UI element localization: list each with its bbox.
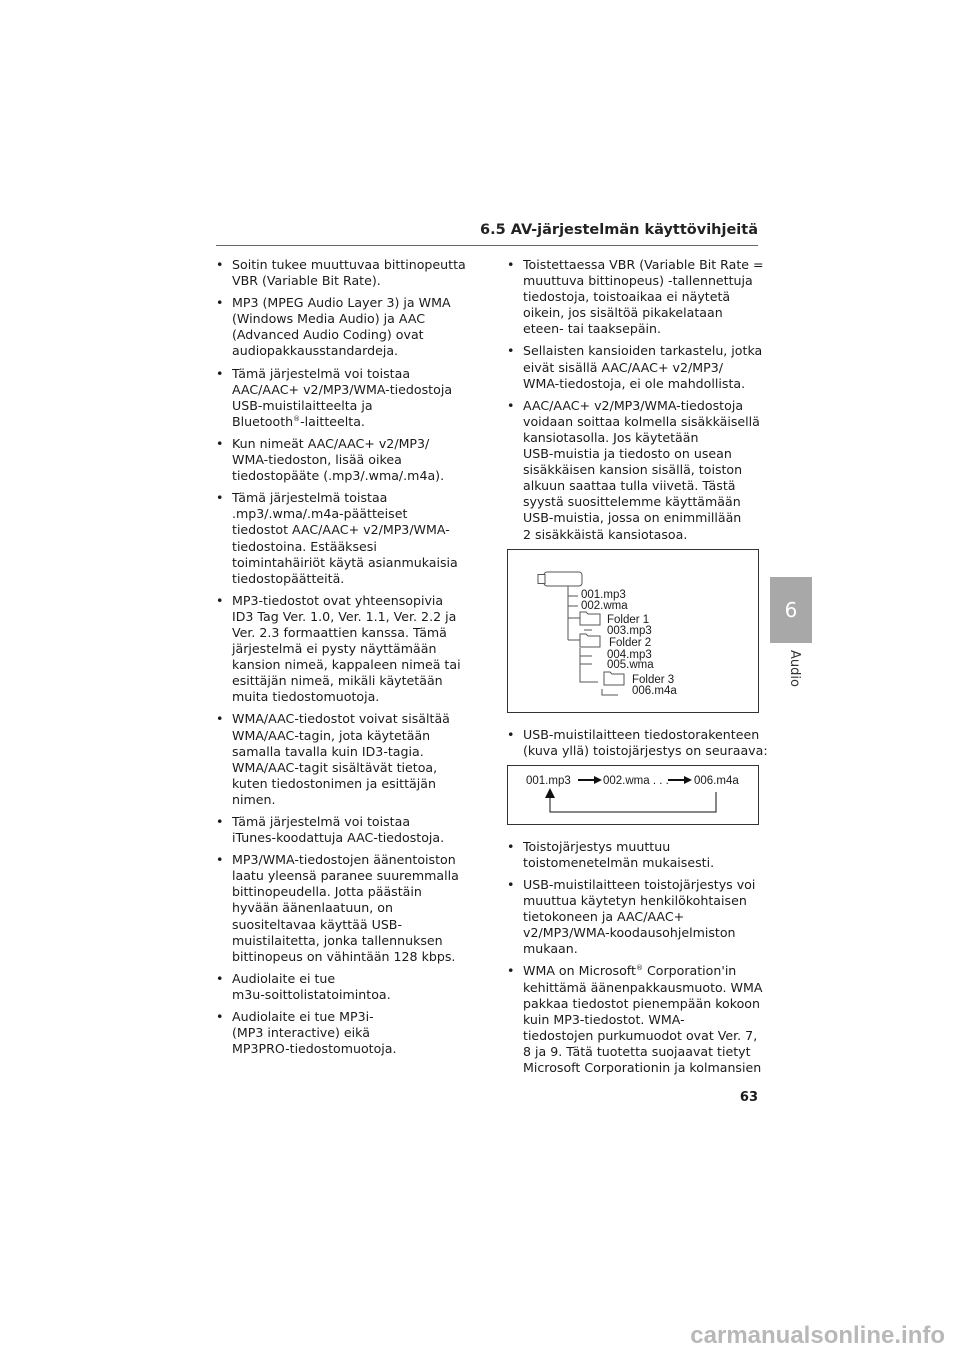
text-line: pakkaa tiedostot pienempään kokoon (523, 995, 760, 1011)
bullet-item (507, 839, 759, 871)
text-line: iTunes-koodattuja AAC-tiedostoja. (232, 830, 445, 846)
bullet-dot: • (507, 963, 515, 979)
usb-drive-icon (544, 572, 582, 586)
arrow-right-icon (594, 776, 602, 784)
text-line: WMA on Microsoft® Corporation'in (523, 963, 737, 979)
text-line: tiedostopäätteitä. (232, 570, 345, 586)
text-line: Bluetooth®-laitteelta. (232, 413, 365, 429)
text-line: muita tiedostomuotoja. (232, 689, 380, 705)
play-order-first: 001.mp3 (526, 774, 571, 787)
text-line: AAC/AAC+ v2/MP3/WMA-tiedostoja (523, 397, 744, 413)
text-line: ID3 Tag Ver. 1.0, Ver. 1.1, Ver. 2.2 ja (232, 608, 457, 624)
bullet-dot: • (507, 397, 515, 413)
text-line: USB-muistilaitteen toistojärjestys voi (523, 876, 756, 892)
bullet-dot: • (216, 365, 224, 381)
bullet-dot: • (507, 343, 515, 359)
text-line: alkuun saattaa tulla viivetä. Tästä (523, 478, 736, 494)
text-line: Audiolaite ei tue MP3i- (232, 1009, 374, 1025)
text-line: WMA-tiedoston, lisää oikea (232, 452, 402, 468)
folder-tree-figure (507, 549, 759, 713)
folder-2-icon (580, 634, 600, 647)
bullet-item (507, 963, 763, 1076)
text-line: eivät sisällä AAC/AAC+ v2/MP3/ (523, 359, 723, 375)
bullet-item (507, 343, 763, 391)
bullet-item (216, 711, 466, 808)
text-line: Ver. 2.3 formaattien kanssa. Tämä (232, 624, 447, 640)
right-top-list (507, 257, 764, 543)
bullet-item (216, 593, 466, 706)
tree-label-001: 001.mp3 (581, 588, 626, 601)
bullet-dot: • (216, 970, 224, 986)
text-line: Tämä järjestelmä voi toistaa (232, 814, 411, 829)
bullet-dot: • (216, 814, 224, 829)
text-line: Audiolaite ei tue (232, 970, 336, 986)
tree-label-006: 006.m4a (632, 684, 677, 697)
text-line: bittinopeus on vähintään 128 kbps. (232, 948, 456, 964)
text-line: USB-muistilaitteen tiedostorakenteen (523, 726, 760, 742)
text-line: AAC/AAC+ v2/MP3/WMA-tiedostoja (232, 381, 453, 397)
text-line: tietokoneen ja AAC/AAC+ (523, 909, 685, 925)
play-order-figure (507, 765, 759, 825)
text-line: hyvään äänenlaatuun, on (232, 900, 393, 916)
bullet-item (507, 398, 759, 543)
usb-connector-icon (538, 574, 545, 583)
bullet-dot: • (507, 876, 515, 892)
chapter-tab: 6 (770, 577, 812, 643)
text-line: syystä suosittelemme käyttämään (523, 494, 741, 510)
bullet-item (507, 726, 768, 759)
bullet-dot: • (216, 1009, 224, 1025)
text-line: muuttua käytetyn henkilökohtaisen (523, 893, 747, 909)
text-line: WMA/AAC-tagit sisältävät tietoa, (232, 759, 438, 775)
text-line: (Advanced Audio Coding) ovat (232, 327, 424, 343)
section-header: 6.5 AV-järjestelmän käyttövihjeitä (480, 222, 758, 238)
text-line: Toistojärjestys muuttuu (523, 838, 671, 854)
tree-label-002: 002.wma (581, 599, 628, 612)
bullet-dot: • (507, 838, 515, 854)
text-line: muistilaitetta, jonka tallennuksen (232, 932, 443, 948)
text-line: toistomenetelmän mukaisesti. (523, 854, 715, 870)
bullet-item (216, 852, 466, 965)
text-line: kuten tiedostonimen ja esittäjän (232, 775, 436, 791)
bullet-item (507, 877, 759, 957)
text-line: Soitin tukee muuttuvaa bittinopeutta (232, 257, 466, 272)
bullet-dot: • (507, 257, 515, 272)
text-line: tiedostoina. Estääksesi (232, 538, 377, 554)
header-divider (216, 245, 758, 246)
folder-3-icon (604, 672, 624, 685)
right-column (507, 257, 768, 1082)
text-line: tiedostopääte (.mp3/.wma/.m4a). (232, 468, 445, 484)
text-line: WMA/AAC-tiedostot voivat sisältää (232, 711, 450, 727)
right-mid-list (507, 726, 768, 759)
text-line: suositeltavaa käyttää USB- (232, 916, 402, 932)
text-line: Sellaisten kansioiden tarkastelu, jotka (523, 343, 763, 359)
text-line: Microsoft Corporationin ja kolmansien (523, 1060, 762, 1075)
text-line: tiedostojen purkumuodot ovat Ver. 7, (523, 1027, 758, 1043)
right-bottom-list (507, 838, 763, 1076)
bullet-item (216, 490, 466, 587)
text-line: 8 ja 9. Tätä tuotetta suojaavat tietyt (523, 1043, 751, 1059)
text-line: muuttuva bittinopeus) -tallennettuja (523, 273, 753, 289)
text-line: Kun nimeät AAC/AAC+ v2/MP3/ (232, 435, 430, 451)
text-line: WMA-tiedostoja, ei ole mahdollista. (523, 375, 746, 391)
text-line: kehittämä äänenpakkausmuoto. WMA (523, 979, 763, 995)
text-line: kansiotasolla. Jos käytetään (523, 429, 699, 445)
text-line: bittinopeudella. Jotta päästäin (232, 884, 422, 900)
tree-label-003: 003.mp3 (607, 624, 652, 637)
text-line: USB-muistia, jossa on enimmillään (523, 510, 742, 526)
bullet-dot: • (216, 852, 224, 868)
text-line: .mp3/.wma/.m4a-päätteiset (232, 506, 408, 522)
arrow-up-icon (545, 788, 555, 798)
text-line: USB-muistia ja tiedosto on usean (523, 446, 732, 462)
bullet-dot: • (216, 435, 224, 451)
text-line: m3u-soittolistatoimintoa. (232, 986, 391, 1002)
tree-label-folder2: Folder 2 (609, 636, 652, 649)
watermark: carmanualsonline.info (690, 1322, 945, 1349)
text-line: USB-muistilaitteelta ja (232, 397, 373, 413)
bullet-dot: • (216, 257, 224, 272)
bullet-item (216, 366, 466, 430)
bullet-item (216, 436, 466, 484)
text-line: (MP3 interactive) eikä (232, 1025, 370, 1041)
text-line: Tämä järjestelmä toistaa (232, 490, 388, 506)
bullet-dot: • (216, 592, 224, 608)
text-line: nimen. (232, 791, 276, 807)
text-line: WMA/AAC-tagin, jota käytetään (232, 727, 431, 743)
text-line: Toistettaessa VBR (Variable Bit Rate = (523, 257, 764, 272)
text-line: mukaan. (523, 941, 578, 957)
text-line: (kuva yllä) toistojärjestys on seuraava: (523, 742, 768, 758)
bullet-item (216, 814, 466, 846)
chapter-label: Audio (787, 650, 802, 687)
text-line: MP3-tiedostot ovat yhteensopivia (232, 592, 444, 608)
play-order-last: 006.m4a (694, 774, 739, 787)
text-line: oikein, jos sisältöä pikakelataan (523, 305, 723, 321)
bullet-dot: • (216, 490, 224, 506)
tree-label-005: 005.wma (607, 658, 654, 671)
arrow-right-icon (684, 776, 692, 784)
text-line: toimintahäiriöt käytä asianmukaisia (232, 554, 458, 570)
text-line: MP3/WMA-tiedostojen äänentoiston (232, 852, 456, 868)
text-line: laatu yleensä paranee suuremmalla (232, 868, 459, 884)
bullet-dot: • (507, 726, 515, 742)
tree-label-004: 004.mp3 (607, 648, 652, 661)
bullet-item (216, 295, 466, 359)
left-column (216, 257, 466, 1063)
bullet-item (507, 257, 764, 337)
play-order-second: 002.wma . . . (603, 774, 669, 787)
text-line: samalla tavalla kuin ID3-tagia. (232, 743, 424, 759)
text-line: esittäjän nimeä, mikäli käytetään (232, 673, 443, 689)
text-line: järjestelmä ei pysty näyttämään (232, 641, 437, 657)
text-line: VBR (Variable Bit Rate). (232, 273, 381, 289)
text-line: sisäkkäisen kansion sisällä, toiston (523, 462, 743, 478)
text-line: kansion nimeä, kappaleen nimeä tai (232, 657, 461, 673)
text-line: v2/MP3/WMA-koodausohjelmiston (523, 925, 736, 941)
text-line: voidaan soittaa kolmella sisäkkäisellä (523, 413, 760, 429)
bullet-item (216, 257, 466, 289)
page-number: 63 (739, 1090, 758, 1105)
bullet-dot: • (216, 295, 224, 311)
folder-1-icon (580, 612, 600, 625)
text-line: 2 sisäkkäistä kansiotasoa. (523, 526, 688, 542)
bullet-item (216, 971, 466, 1003)
text-line: tiedostoja, toistoaikaa ei näytetä (523, 289, 731, 305)
text-line: audiopakkausstandardeja. (232, 343, 399, 359)
text-line: Tämä järjestelmä voi toistaa (232, 365, 411, 381)
tree-label-folder1: Folder 1 (607, 613, 650, 626)
text-line: kuin MP3-tiedostot. WMA- (523, 1011, 685, 1027)
bullet-dot: • (216, 711, 224, 727)
bullet-item (216, 1009, 466, 1057)
text-line: tiedostot AAC/AAC+ v2/MP3/WMA- (232, 522, 450, 538)
tree-label-folder3: Folder 3 (632, 673, 675, 686)
text-line: eteen- tai taaksepäin. (523, 321, 662, 337)
text-line: (Windows Media Audio) ja AAC (232, 311, 426, 327)
text-line: MP3PRO-tiedostomuotoja. (232, 1041, 397, 1057)
text-line: MP3 (MPEG Audio Layer 3) ja WMA (232, 295, 451, 311)
